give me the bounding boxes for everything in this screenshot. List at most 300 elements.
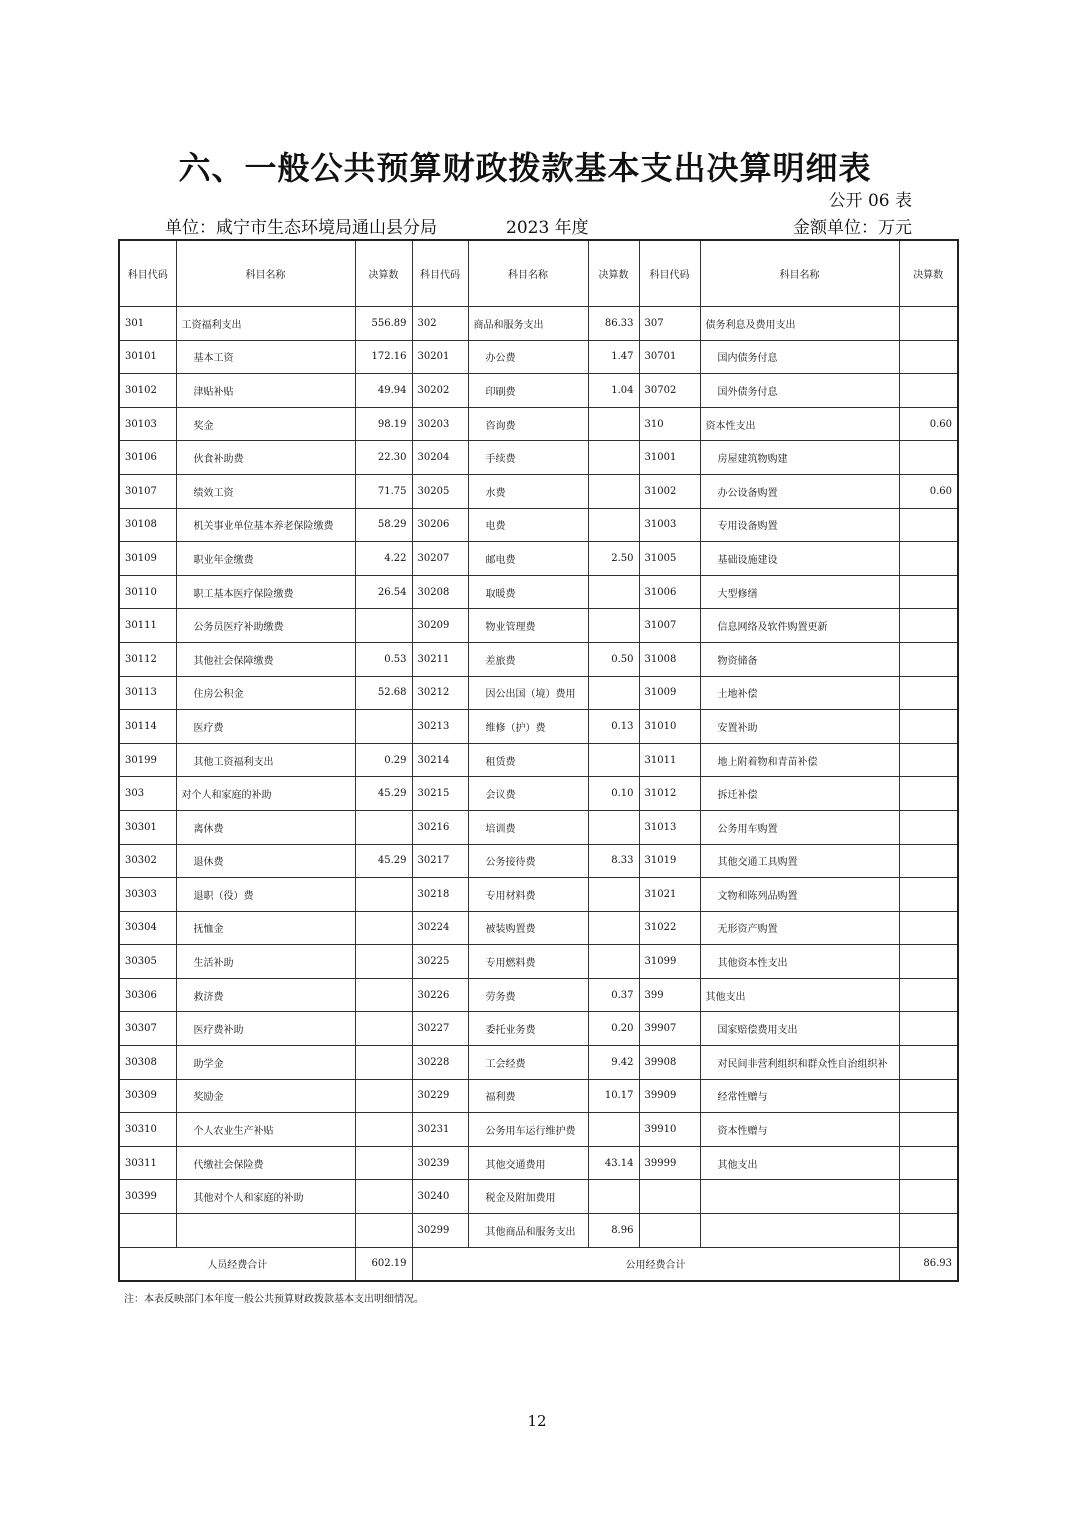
name-cell: 大型修缮	[700, 575, 899, 609]
value-cell: 86.33	[588, 307, 639, 341]
name-cell: 机关事业单位基本养老保险缴费	[176, 508, 355, 542]
code-cell: 30202	[412, 374, 468, 408]
code-cell: 30211	[412, 642, 468, 676]
name-cell: 退休费	[176, 844, 355, 878]
table-row	[119, 1012, 958, 1046]
value-cell	[899, 1180, 958, 1214]
code-cell: 30399	[119, 1180, 176, 1214]
code-cell: 30101	[119, 340, 176, 374]
table-row	[119, 844, 958, 878]
name-cell: 电费	[468, 508, 588, 542]
code-cell: 31005	[639, 542, 700, 576]
code-cell: 39910	[639, 1113, 700, 1147]
value-cell	[588, 743, 639, 777]
name-cell: 国家赔偿费用支出	[700, 1012, 899, 1046]
value-cell	[899, 508, 958, 542]
value-cell: 0.10	[588, 777, 639, 811]
name-cell: 津贴补贴	[176, 374, 355, 408]
name-cell	[176, 1214, 355, 1248]
value-cell	[899, 642, 958, 676]
value-cell	[355, 1180, 412, 1214]
table-row	[119, 911, 958, 945]
value-cell: 2.50	[588, 542, 639, 576]
code-cell: 30225	[412, 945, 468, 979]
name-cell: 基本工资	[176, 340, 355, 374]
code-cell: 30109	[119, 542, 176, 576]
code-cell: 30113	[119, 676, 176, 710]
value-cell	[588, 441, 639, 475]
code-cell: 31011	[639, 743, 700, 777]
name-cell: 奖金	[176, 407, 355, 441]
code-cell: 31010	[639, 710, 700, 744]
name-cell: 房屋建筑物购建	[700, 441, 899, 475]
value-cell	[355, 1079, 412, 1113]
value-cell	[355, 978, 412, 1012]
value-cell	[588, 676, 639, 710]
table-row	[119, 508, 958, 542]
table-row	[119, 340, 958, 374]
value-cell: 1.04	[588, 374, 639, 408]
code-cell: 30310	[119, 1113, 176, 1147]
code-cell: 30216	[412, 810, 468, 844]
value-cell	[899, 743, 958, 777]
value-cell	[588, 1113, 639, 1147]
personnel-total-label: 人员经费合计	[119, 1247, 355, 1281]
code-cell: 30305	[119, 945, 176, 979]
name-cell: 手续费	[468, 441, 588, 475]
code-cell: 39907	[639, 1012, 700, 1046]
code-cell: 30107	[119, 474, 176, 508]
table-row	[119, 441, 958, 475]
code-cell: 30205	[412, 474, 468, 508]
code-cell: 30307	[119, 1012, 176, 1046]
value-cell: 98.19	[355, 407, 412, 441]
name-cell: 伙食补助费	[176, 441, 355, 475]
value-cell	[899, 340, 958, 374]
code-cell: 30214	[412, 743, 468, 777]
name-cell: 专用材料费	[468, 878, 588, 912]
name-cell: 资本性赠与	[700, 1113, 899, 1147]
code-cell: 30102	[119, 374, 176, 408]
code-cell: 30218	[412, 878, 468, 912]
value-cell: 0.20	[588, 1012, 639, 1046]
name-cell: 生活补助	[176, 945, 355, 979]
table-row	[119, 474, 958, 508]
code-cell: 30114	[119, 710, 176, 744]
code-cell: 30227	[412, 1012, 468, 1046]
value-cell: 49.94	[355, 374, 412, 408]
table-row	[119, 1214, 958, 1248]
name-cell: 助学金	[176, 1046, 355, 1080]
code-cell: 30309	[119, 1079, 176, 1113]
code-cell: 30228	[412, 1046, 468, 1080]
value-cell	[899, 945, 958, 979]
value-cell: 1.47	[588, 340, 639, 374]
table-row	[119, 542, 958, 576]
value-cell	[588, 474, 639, 508]
name-cell: 土地补偿	[700, 676, 899, 710]
code-cell: 31008	[639, 642, 700, 676]
code-cell: 31019	[639, 844, 700, 878]
table-row	[119, 374, 958, 408]
value-cell: 556.89	[355, 307, 412, 341]
code-cell: 30212	[412, 676, 468, 710]
code-cell: 31002	[639, 474, 700, 508]
value-cell: 58.29	[355, 508, 412, 542]
name-cell: 其他交通费用	[468, 1146, 588, 1180]
code-cell: 30311	[119, 1146, 176, 1180]
code-cell: 30224	[412, 911, 468, 945]
code-cell: 30203	[412, 407, 468, 441]
totals-row	[119, 1247, 958, 1281]
header-cell: 科目代码	[412, 240, 468, 307]
table-row	[119, 1079, 958, 1113]
table-row	[119, 878, 958, 912]
value-cell	[899, 777, 958, 811]
name-cell: 资本性支出	[700, 407, 899, 441]
table-row	[119, 609, 958, 643]
value-cell: 0.13	[588, 710, 639, 744]
header-cell: 决算数	[355, 240, 412, 307]
name-cell: 差旅费	[468, 642, 588, 676]
table-row	[119, 810, 958, 844]
value-cell: 0.50	[588, 642, 639, 676]
value-cell	[355, 945, 412, 979]
code-cell: 30199	[119, 743, 176, 777]
value-cell	[355, 1012, 412, 1046]
table-row	[119, 1146, 958, 1180]
name-cell: 对个人和家庭的补助	[176, 777, 355, 811]
header-cell: 科目代码	[119, 240, 176, 307]
code-cell: 31003	[639, 508, 700, 542]
name-cell: 取暖费	[468, 575, 588, 609]
code-cell: 30209	[412, 609, 468, 643]
value-cell: 0.60	[899, 474, 958, 508]
name-cell: 其他对个人和家庭的补助	[176, 1180, 355, 1214]
code-cell: 30301	[119, 810, 176, 844]
table-row	[119, 743, 958, 777]
table-row	[119, 1180, 958, 1214]
value-cell	[588, 407, 639, 441]
value-cell: 0.53	[355, 642, 412, 676]
name-cell: 工资福利支出	[176, 307, 355, 341]
name-cell: 专用燃料费	[468, 945, 588, 979]
code-cell: 30701	[639, 340, 700, 374]
value-cell: 0.37	[588, 978, 639, 1012]
name-cell: 其他支出	[700, 978, 899, 1012]
code-cell: 30702	[639, 374, 700, 408]
value-cell: 8.96	[588, 1214, 639, 1248]
name-cell: 奖励金	[176, 1079, 355, 1113]
value-cell: 45.29	[355, 844, 412, 878]
value-cell: 26.54	[355, 575, 412, 609]
value-cell	[899, 710, 958, 744]
header-cell: 科目代码	[639, 240, 700, 307]
name-cell: 拆迁补偿	[700, 777, 899, 811]
header-cell: 决算数	[899, 240, 958, 307]
value-cell	[588, 810, 639, 844]
value-cell	[899, 575, 958, 609]
name-cell: 对民间非营利组织和群众性自治组织补	[700, 1046, 899, 1080]
code-cell: 30207	[412, 542, 468, 576]
name-cell: 其他商品和服务支出	[468, 1214, 588, 1248]
code-cell: 30108	[119, 508, 176, 542]
header-cell: 科目名称	[176, 240, 355, 307]
value-cell	[355, 1146, 412, 1180]
name-cell: 被装购置费	[468, 911, 588, 945]
value-cell	[588, 609, 639, 643]
page-title: 六、一般公共预算财政拨款基本支出决算明细表	[178, 149, 872, 187]
value-cell: 8.33	[588, 844, 639, 878]
code-cell: 30201	[412, 340, 468, 374]
name-cell: 个人农业生产补贴	[176, 1113, 355, 1147]
value-cell	[899, 1012, 958, 1046]
name-cell: 医疗费	[176, 710, 355, 744]
name-cell: 国外债务付息	[700, 374, 899, 408]
value-cell	[355, 911, 412, 945]
code-cell: 30226	[412, 978, 468, 1012]
name-cell: 工会经费	[468, 1046, 588, 1080]
value-cell	[899, 1046, 958, 1080]
code-cell: 31013	[639, 810, 700, 844]
amount-unit-label: 金额单位：万元	[793, 218, 912, 238]
value-cell	[899, 911, 958, 945]
value-cell: 22.30	[355, 441, 412, 475]
table-header-row	[119, 240, 958, 307]
value-cell	[899, 1113, 958, 1147]
value-cell	[588, 878, 639, 912]
unit-label: 单位：咸宁市生态环境局通山县分局	[165, 218, 437, 238]
code-cell: 301	[119, 307, 176, 341]
name-cell: 离休费	[176, 810, 355, 844]
name-cell: 经常性赠与	[700, 1079, 899, 1113]
form-number: 公开 06 表	[828, 191, 912, 211]
name-cell: 印刷费	[468, 374, 588, 408]
name-cell: 其他支出	[700, 1146, 899, 1180]
code-cell: 31001	[639, 441, 700, 475]
name-cell: 抚恤金	[176, 911, 355, 945]
value-cell: 9.42	[588, 1046, 639, 1080]
name-cell: 公务用车运行维护费	[468, 1113, 588, 1147]
code-cell: 310	[639, 407, 700, 441]
name-cell: 绩效工资	[176, 474, 355, 508]
value-cell	[899, 1079, 958, 1113]
table-row	[119, 978, 958, 1012]
code-cell: 31022	[639, 911, 700, 945]
value-cell: 0.60	[899, 407, 958, 441]
value-cell: 52.68	[355, 676, 412, 710]
name-cell: 培训费	[468, 810, 588, 844]
name-cell: 物业管理费	[468, 609, 588, 643]
code-cell: 31007	[639, 609, 700, 643]
code-cell: 39999	[639, 1146, 700, 1180]
code-cell: 30303	[119, 878, 176, 912]
value-cell: 4.22	[355, 542, 412, 576]
code-cell: 31012	[639, 777, 700, 811]
name-cell: 公务接待费	[468, 844, 588, 878]
header-cell: 科目名称	[468, 240, 588, 307]
value-cell	[588, 575, 639, 609]
value-cell	[899, 441, 958, 475]
value-cell	[355, 1113, 412, 1147]
value-cell: 10.17	[588, 1079, 639, 1113]
code-cell: 31099	[639, 945, 700, 979]
name-cell: 其他资本性支出	[700, 945, 899, 979]
name-cell: 其他社会保障缴费	[176, 642, 355, 676]
value-cell	[899, 609, 958, 643]
name-cell: 咨询费	[468, 407, 588, 441]
expenditure-table	[118, 239, 959, 1282]
value-cell	[899, 978, 958, 1012]
name-cell: 劳务费	[468, 978, 588, 1012]
code-cell: 30213	[412, 710, 468, 744]
personnel-total-value: 602.19	[355, 1247, 412, 1281]
code-cell: 302	[412, 307, 468, 341]
value-cell: 0.29	[355, 743, 412, 777]
name-cell: 代缴社会保险费	[176, 1146, 355, 1180]
name-cell: 国内债务付息	[700, 340, 899, 374]
name-cell: 维修（护）费	[468, 710, 588, 744]
value-cell	[899, 1146, 958, 1180]
table-row	[119, 642, 958, 676]
code-cell: 30106	[119, 441, 176, 475]
header-cell: 科目名称	[700, 240, 899, 307]
name-cell: 债务利息及费用支出	[700, 307, 899, 341]
value-cell	[355, 810, 412, 844]
table-row	[119, 710, 958, 744]
value-cell	[899, 374, 958, 408]
code-cell: 30304	[119, 911, 176, 945]
header-cell: 决算数	[588, 240, 639, 307]
name-cell: 其他工资福利支出	[176, 743, 355, 777]
name-cell: 办公费	[468, 340, 588, 374]
name-cell: 安置补助	[700, 710, 899, 744]
value-cell	[355, 878, 412, 912]
name-cell: 办公设备购置	[700, 474, 899, 508]
code-cell	[639, 1214, 700, 1248]
value-cell	[588, 945, 639, 979]
name-cell: 税金及附加费用	[468, 1180, 588, 1214]
name-cell: 职业年金缴费	[176, 542, 355, 576]
value-cell	[355, 710, 412, 744]
value-cell: 43.14	[588, 1146, 639, 1180]
table-row	[119, 575, 958, 609]
value-cell	[355, 1046, 412, 1080]
name-cell: 物资储备	[700, 642, 899, 676]
name-cell: 因公出国（境）费用	[468, 676, 588, 710]
name-cell: 基础设施建设	[700, 542, 899, 576]
table-row	[119, 676, 958, 710]
code-cell: 39909	[639, 1079, 700, 1113]
code-cell: 31021	[639, 878, 700, 912]
code-cell: 303	[119, 777, 176, 811]
name-cell: 地上附着物和青苗补偿	[700, 743, 899, 777]
code-cell: 30231	[412, 1113, 468, 1147]
name-cell: 公务员医疗补助缴费	[176, 609, 355, 643]
code-cell: 30103	[119, 407, 176, 441]
name-cell: 租赁费	[468, 743, 588, 777]
name-cell: 信息网络及软件购置更新	[700, 609, 899, 643]
name-cell: 文物和陈列品购置	[700, 878, 899, 912]
name-cell: 福利费	[468, 1079, 588, 1113]
name-cell: 住房公积金	[176, 676, 355, 710]
name-cell: 无形资产购置	[700, 911, 899, 945]
public-total-value: 86.93	[899, 1247, 958, 1281]
code-cell: 30302	[119, 844, 176, 878]
code-cell: 30239	[412, 1146, 468, 1180]
code-cell	[119, 1214, 176, 1248]
code-cell: 30110	[119, 575, 176, 609]
code-cell: 30217	[412, 844, 468, 878]
code-cell: 30215	[412, 777, 468, 811]
value-cell	[899, 307, 958, 341]
name-cell: 邮电费	[468, 542, 588, 576]
name-cell	[700, 1180, 899, 1214]
table-row	[119, 307, 958, 341]
public-total-label: 公用经费合计	[412, 1247, 899, 1281]
code-cell: 30299	[412, 1214, 468, 1248]
code-cell: 307	[639, 307, 700, 341]
value-cell	[899, 878, 958, 912]
value-cell	[899, 844, 958, 878]
value-cell	[355, 1214, 412, 1248]
code-cell: 30240	[412, 1180, 468, 1214]
code-cell: 30112	[119, 642, 176, 676]
page-number: 12	[527, 1412, 547, 1430]
name-cell: 退职（役）费	[176, 878, 355, 912]
value-cell	[899, 1214, 958, 1248]
value-cell	[588, 911, 639, 945]
code-cell: 31006	[639, 575, 700, 609]
name-cell: 商品和服务支出	[468, 307, 588, 341]
code-cell: 30229	[412, 1079, 468, 1113]
name-cell: 医疗费补助	[176, 1012, 355, 1046]
code-cell: 30206	[412, 508, 468, 542]
table-row	[119, 777, 958, 811]
code-cell: 39908	[639, 1046, 700, 1080]
table-row	[119, 1046, 958, 1080]
code-cell: 30308	[119, 1046, 176, 1080]
value-cell	[588, 1180, 639, 1214]
code-cell: 30306	[119, 978, 176, 1012]
name-cell: 委托业务费	[468, 1012, 588, 1046]
value-cell: 172.16	[355, 340, 412, 374]
name-cell: 水费	[468, 474, 588, 508]
name-cell: 专用设备购置	[700, 508, 899, 542]
value-cell	[899, 542, 958, 576]
code-cell	[639, 1180, 700, 1214]
table-body	[119, 307, 958, 1248]
code-cell: 399	[639, 978, 700, 1012]
name-cell: 救济费	[176, 978, 355, 1012]
year-label: 2023 年度	[506, 218, 589, 238]
value-cell	[899, 810, 958, 844]
code-cell: 30208	[412, 575, 468, 609]
name-cell: 其他交通工具购置	[700, 844, 899, 878]
value-cell: 71.75	[355, 474, 412, 508]
name-cell: 公务用车购置	[700, 810, 899, 844]
value-cell: 45.29	[355, 777, 412, 811]
name-cell: 职工基本医疗保险缴费	[176, 575, 355, 609]
table-row	[119, 1113, 958, 1147]
name-cell	[700, 1214, 899, 1248]
table-row	[119, 407, 958, 441]
value-cell	[588, 508, 639, 542]
table-row	[119, 945, 958, 979]
value-cell	[355, 609, 412, 643]
table-note: 注：本表反映部门本年度一般公共预算财政拨款基本支出明细情况。	[124, 1294, 424, 1305]
value-cell	[899, 676, 958, 710]
